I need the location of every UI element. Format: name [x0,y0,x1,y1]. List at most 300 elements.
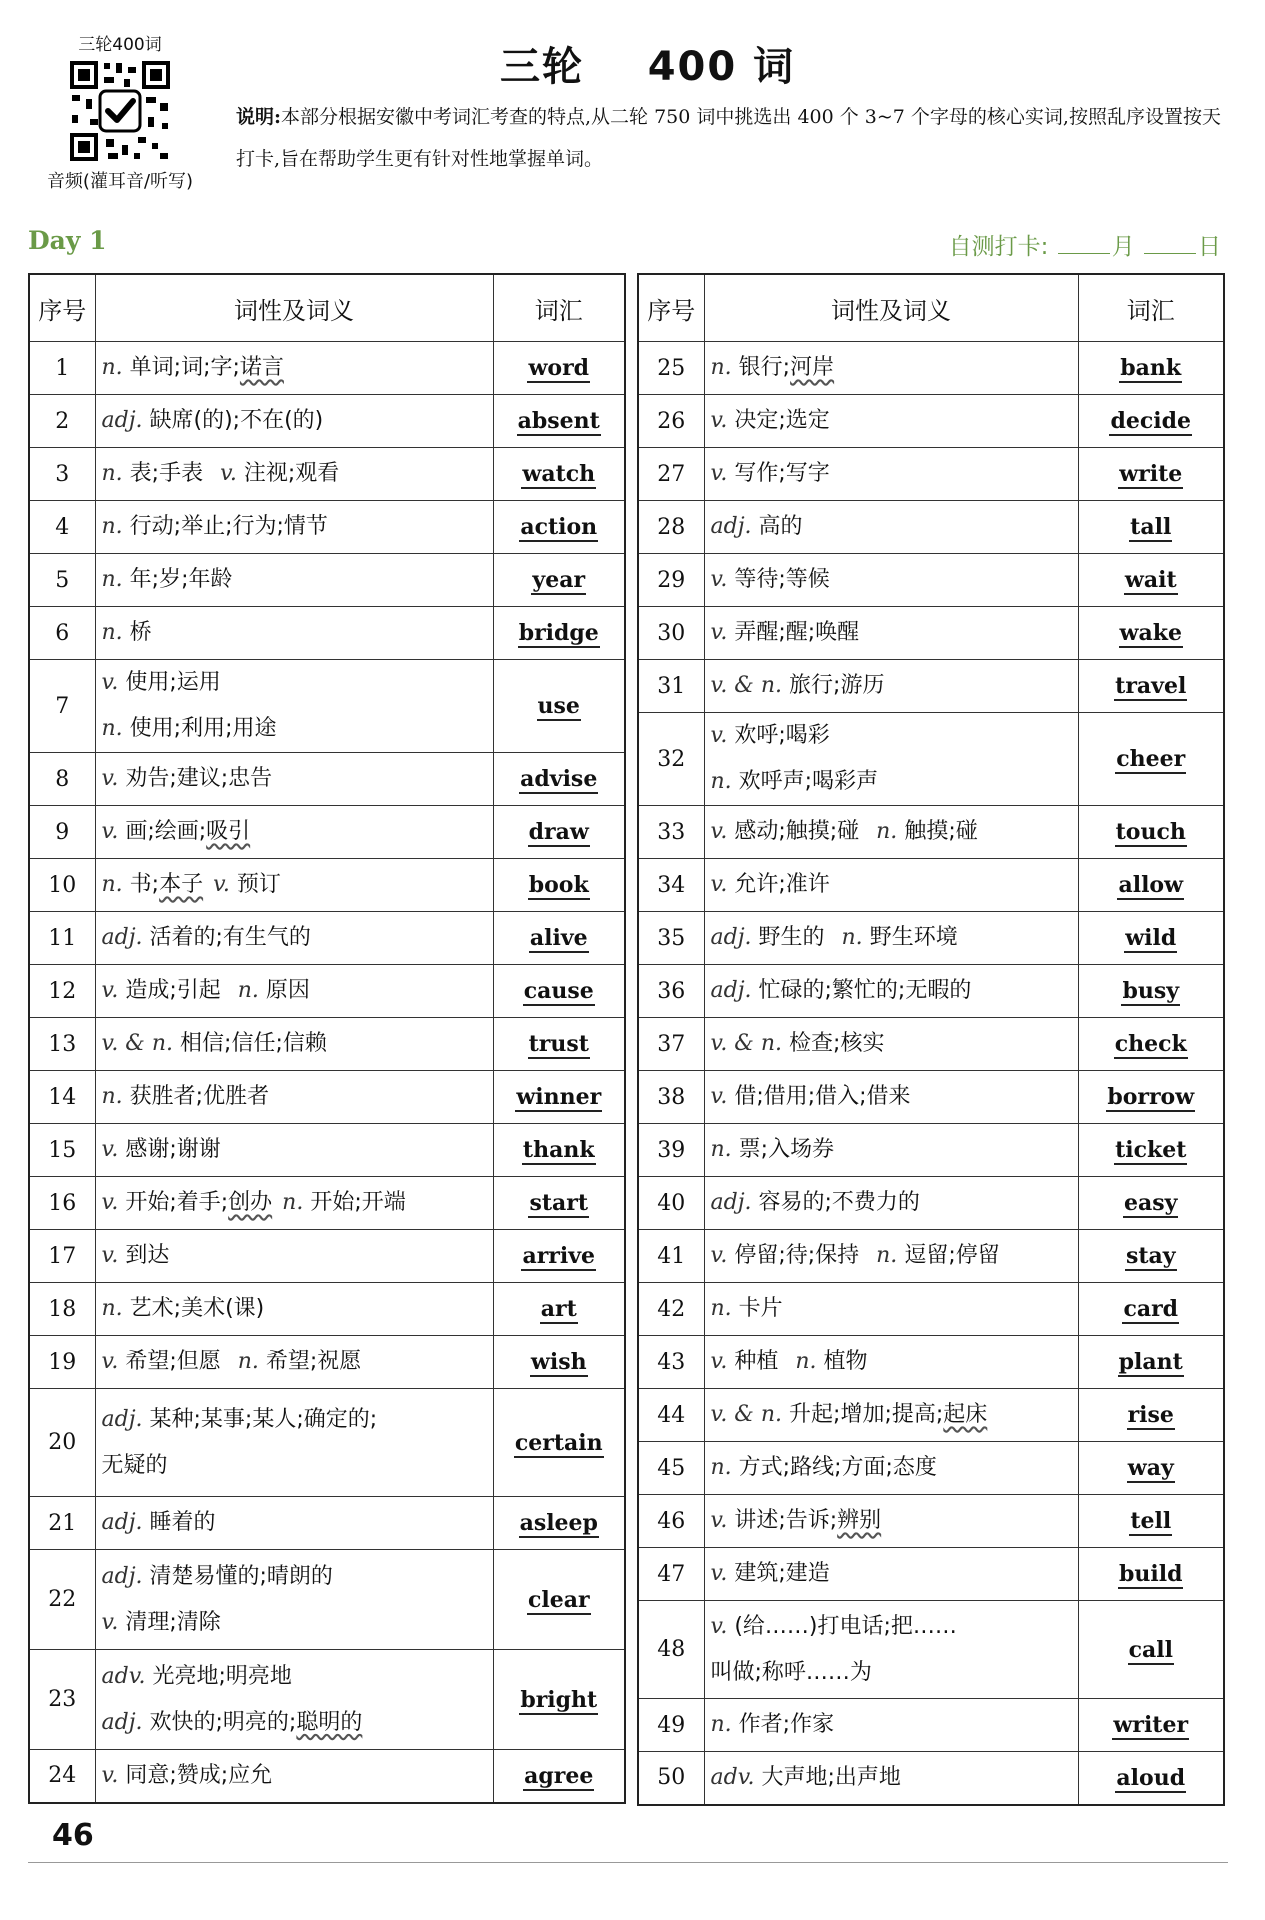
column-header-word: 词汇 [493,274,625,342]
row-meaning [95,501,493,554]
meaning-line [102,461,211,486]
table-row [29,965,625,1018]
row-meaning [95,965,493,1018]
meaning-line [102,660,487,706]
row-word [493,554,625,607]
table-row [29,1124,625,1177]
row-word [493,1750,625,1803]
table-row [29,1177,625,1230]
meaning-text: 野生的 [758,925,832,950]
part-of-speech: v. [710,872,728,897]
vocab-word: touch [1115,819,1186,845]
row-word [493,806,625,859]
row-word [493,859,625,912]
table-row [638,859,1224,912]
row-word [1078,501,1224,554]
row-number: 38 [638,1071,704,1124]
row-meaning [704,1548,1078,1601]
meaning-text: 表;手表 [129,461,211,486]
row-meaning [95,806,493,859]
part-of-speech: n. [876,1243,898,1268]
meaning-text: 单词;词;字; [129,355,240,380]
part-of-speech: v. & n. [710,1031,783,1056]
highlighted-meaning: 辨别 [837,1508,882,1533]
meaning-text: 某种;某事;某人;确定的; [149,1406,378,1432]
month-blank[interactable] [1058,235,1110,254]
vocab-word: decide [1110,408,1191,434]
row-number: 19 [29,1336,95,1389]
row-meaning [95,1336,493,1389]
part-of-speech: n. [101,461,123,486]
row-meaning [95,1750,493,1803]
row-number: 39 [638,1124,704,1177]
table-row [638,1124,1224,1177]
meaning-text: 使用;利用;用途 [129,716,277,741]
row-word [1078,1495,1224,1548]
vocab-word: build [1119,1561,1183,1587]
meaning-line [102,610,487,656]
vocab-word: writer [1113,1712,1189,1738]
part-of-speech: adj. [710,978,752,1003]
part-of-speech: adj. [101,1406,143,1432]
row-meaning [704,1699,1078,1752]
part-of-speech: n. [841,925,863,950]
vocab-word: tall [1130,514,1172,540]
part-of-speech: v. [101,1762,119,1788]
meaning-line [876,819,978,844]
table-row [638,342,1224,395]
vocab-word: cheer [1116,746,1186,772]
column-header-num: 序号 [638,274,704,342]
meaning-text: 等待;等候 [734,567,830,592]
row-number: 47 [638,1548,704,1601]
vocab-word: busy [1122,978,1180,1004]
part-of-speech: v. [220,461,237,486]
meaning-line [102,1349,228,1374]
checkin-label: 自测打卡: [948,234,1049,260]
table-row [29,753,625,806]
part-of-speech: v. [710,620,728,645]
highlighted-meaning: 河岸 [790,355,835,380]
row-number: 6 [29,607,95,660]
intro-label: 说明: [236,106,282,128]
row-number: 14 [29,1071,95,1124]
column-header-meaning: 词性及词义 [95,274,493,342]
table-row [638,1752,1224,1805]
row-meaning [95,912,493,965]
vocab-word: year [532,567,586,593]
meaning-text: 年;岁;年龄 [129,567,233,592]
highlighted-meaning: 起床 [943,1402,988,1427]
row-meaning [95,554,493,607]
meaning-line [102,1233,487,1279]
row-meaning [704,1495,1078,1548]
row-word [1078,965,1224,1018]
meaning-text: 桥 [129,620,152,645]
row-number: 1 [29,342,95,395]
meaning-line [711,819,867,844]
row-meaning [704,1752,1078,1805]
meaning-text: 植物 [823,1349,868,1374]
meaning-line [102,1127,487,1173]
row-number: 8 [29,753,95,806]
meaning-text: 睡着的 [149,1510,216,1535]
part-of-speech: adj. [101,1563,143,1589]
meaning-line [102,1654,487,1700]
meaning-text: 注视;观看 [243,461,340,486]
meaning-line [711,504,1072,550]
day-blank[interactable] [1144,235,1196,254]
vocab-word: thank [522,1137,595,1163]
row-meaning [704,1071,1078,1124]
meaning-line [711,1551,1072,1597]
vocab-word: book [528,872,589,898]
table-row [638,1177,1224,1230]
part-of-speech: n. [710,1296,732,1321]
part-of-speech: v. [101,670,119,695]
meaning-line [711,345,1072,391]
row-meaning [95,1177,493,1230]
meaning-line [102,1753,487,1799]
row-number: 20 [29,1389,95,1497]
meaning-text: 造成;引起 [125,978,228,1003]
row-meaning [704,965,1078,1018]
table-header-row [29,274,625,342]
table-row [29,1389,625,1497]
meaning-line [282,1190,406,1215]
table-row [638,1442,1224,1495]
row-meaning [95,1283,493,1336]
vocab-word: alive [529,925,588,951]
meaning-text: 希望;祝愿 [265,1349,362,1374]
checkin-line [949,228,1221,261]
meaning-line [711,663,1072,709]
meaning-line [711,1702,1072,1748]
qr-code-icon[interactable] [68,59,172,163]
meaning-line [102,756,487,802]
day-unit-label: 日 [1198,234,1221,260]
part-of-speech: v. [710,408,728,433]
row-meaning [95,859,493,912]
row-meaning [704,1389,1078,1442]
part-of-speech: n. [101,1084,123,1109]
table-row [29,859,625,912]
meaning-line [711,398,1072,444]
page-number: 46 [52,1818,94,1853]
row-word [1078,1548,1224,1601]
meaning-text: 开始;开端 [310,1190,406,1215]
meaning-text: 到达 [125,1243,170,1268]
table-row [29,1750,625,1803]
part-of-speech: n. [101,514,123,539]
meaning-text: 欢呼声;喝彩声 [738,769,879,794]
row-meaning [95,448,493,501]
table-row [29,342,625,395]
table-body-left [29,342,625,1803]
meaning-text: 叫做;称呼……为 [710,1659,872,1685]
table-row [638,1230,1224,1283]
meaning-line [102,1021,487,1067]
part-of-speech: v. [710,567,728,592]
row-word [1078,1752,1224,1805]
meaning-text: 同意;赞成;应允 [125,1762,273,1788]
part-of-speech: n. [282,1190,304,1215]
row-number: 18 [29,1283,95,1336]
part-of-speech: v. [101,766,119,791]
row-meaning [704,859,1078,912]
row-number: 37 [638,1018,704,1071]
meaning-text: 写作;写字 [734,461,830,486]
row-number: 3 [29,448,95,501]
row-meaning [95,1550,493,1650]
vocab-word: certain [514,1429,603,1456]
table-row [29,912,625,965]
table-row [29,1071,625,1124]
part-of-speech: adj. [101,1709,143,1735]
part-of-speech: n. [876,819,898,844]
vocab-word: winner [516,1084,602,1110]
row-word [1078,1442,1224,1495]
meaning-line [213,872,281,897]
vocab-word: bank [1120,355,1182,381]
meaning-text: 建筑;建造 [734,1561,830,1586]
table-row [638,1071,1224,1124]
row-word [1078,607,1224,660]
part-of-speech: v. [101,978,119,1003]
row-number: 23 [29,1650,95,1750]
table-row [29,607,625,660]
meaning-line [876,1243,1000,1268]
part-of-speech: v. & n. [101,1031,174,1056]
table-row [29,1336,625,1389]
part-of-speech: v. [101,1243,119,1268]
meaning-line [102,1190,273,1215]
meaning-line [102,345,487,391]
part-of-speech: n. [237,978,259,1003]
part-of-speech: v. [710,1243,728,1268]
meaning-text: 野生环境 [869,925,958,950]
meaning-text: 检查;核实 [789,1031,885,1056]
row-word [493,1389,625,1497]
table-row [29,501,625,554]
meaning-line [102,915,487,961]
highlighted-meaning: 聪明的 [296,1709,363,1735]
row-number: 43 [638,1336,704,1389]
meaning-text: 逗留;停留 [904,1243,1000,1268]
meaning-text: 欢呼;喝彩 [734,723,830,748]
table-row [638,660,1224,713]
meaning-text: (给……)打电话;把…… [734,1613,957,1639]
meaning-line [711,1445,1072,1491]
row-word [1078,342,1224,395]
part-of-speech: v. [710,1349,728,1374]
vocab-word: cause [523,978,594,1004]
vocab-word: aloud [1116,1764,1186,1791]
row-meaning [704,1124,1078,1177]
row-number: 45 [638,1442,704,1495]
part-of-speech: adj. [101,408,143,433]
row-word [493,1497,625,1550]
meaning-text: 借;借用;借入;借来 [734,1084,911,1109]
meaning-text: 允许;准许 [734,872,830,897]
row-word [493,965,625,1018]
row-number: 22 [29,1550,95,1650]
row-word [493,1018,625,1071]
row-word [1078,554,1224,607]
table-body-right [638,342,1224,1805]
row-number: 41 [638,1230,704,1283]
row-number: 24 [29,1750,95,1803]
meaning-text: 种植 [734,1349,786,1374]
row-word [1078,1071,1224,1124]
row-number: 2 [29,395,95,448]
part-of-speech: v. [710,1561,728,1586]
intro-text-block [236,96,1226,180]
row-number: 49 [638,1699,704,1752]
meaning-line [711,610,1072,656]
vocab-word: bright [520,1686,598,1713]
row-word [493,1283,625,1336]
meaning-line [711,1180,1072,1226]
row-word [1078,1699,1224,1752]
row-meaning [704,448,1078,501]
row-meaning [704,713,1078,806]
vocab-word: wild [1125,925,1177,951]
meaning-line [102,1500,487,1546]
table-row [29,660,625,753]
part-of-speech: n. [710,1137,732,1162]
table-row [29,395,625,448]
row-word [493,448,625,501]
table-row [638,912,1224,965]
part-of-speech: n. [101,1296,123,1321]
row-meaning [95,1230,493,1283]
row-word [1078,448,1224,501]
meaning-line [711,1498,1072,1544]
meaning-line [238,1349,362,1374]
meaning-line [711,1127,1072,1173]
table-row [638,501,1224,554]
part-of-speech: adj. [710,1190,752,1215]
row-word [1078,1230,1224,1283]
qr-caption: 音频(灌耳音/听写) [46,171,194,192]
meaning-text: 大声地;出声地 [761,1764,901,1790]
row-meaning [95,1071,493,1124]
meaning-text: 清理;清除 [125,1609,221,1635]
table-row [638,395,1224,448]
meaning-text: 弄醒;醒;唤醒 [734,620,860,645]
row-meaning [704,554,1078,607]
meaning-text: 旅行;游历 [789,673,885,698]
row-word [1078,713,1224,806]
meaning-text: 容易的;不费力的 [758,1190,920,1215]
row-number: 29 [638,554,704,607]
row-word [1078,859,1224,912]
row-word [493,1124,625,1177]
day-label: Day 1 [28,226,107,255]
meaning-line [711,925,832,950]
part-of-speech: adj. [101,925,143,950]
table-row [638,1548,1224,1601]
meaning-text: 讲述;告诉; [734,1508,838,1533]
row-word [1078,395,1224,448]
table-row [638,1389,1224,1442]
row-meaning [704,1177,1078,1230]
footer-divider [28,1862,1228,1863]
vocab-word: watch [522,461,596,487]
meaning-text: 希望;但愿 [125,1349,228,1374]
row-word [493,607,625,660]
meaning-text: 银行; [738,355,791,380]
meaning-line [711,1021,1072,1067]
row-meaning [704,1230,1078,1283]
row-word [493,753,625,806]
row-meaning [95,342,493,395]
column-header-meaning: 词性及词义 [704,274,1078,342]
row-meaning [704,1336,1078,1389]
row-meaning [704,607,1078,660]
meaning-text: 清楚易懂的;晴朗的 [149,1563,333,1589]
row-meaning [704,1283,1078,1336]
row-number: 40 [638,1177,704,1230]
row-meaning [704,342,1078,395]
part-of-speech: v. [710,723,728,748]
vocab-word: wish [530,1349,587,1375]
row-number: 21 [29,1497,95,1550]
row-number: 30 [638,607,704,660]
meaning-text: 画;绘画; [125,819,207,844]
meaning-line [711,1755,1072,1801]
meaning-text: 方式;路线;方面;态度 [738,1455,937,1480]
table-row [29,1650,625,1750]
part-of-speech: adv. [101,1663,146,1689]
row-word [1078,1283,1224,1336]
meaning-text: 感谢;谢谢 [125,1137,221,1162]
row-meaning [95,395,493,448]
table-row [29,1230,625,1283]
part-of-speech: v. [101,1609,119,1635]
row-number: 5 [29,554,95,607]
vocab-word: borrow [1107,1084,1195,1110]
meaning-text: 忙碌的;繁忙的;无暇的 [758,978,972,1003]
meaning-line [102,398,487,444]
row-word [493,1336,625,1389]
row-meaning [95,1650,493,1750]
row-word [493,660,625,753]
table-row [638,1495,1224,1548]
meaning-text: 艺术;美术(课) [129,1296,265,1321]
row-meaning [95,607,493,660]
row-word [493,342,625,395]
meaning-text: 获胜者;优胜者 [129,1084,270,1109]
meaning-line [102,978,228,1003]
meaning-line [711,1074,1072,1120]
row-meaning [704,501,1078,554]
highlighted-meaning: 诺言 [239,355,284,380]
meaning-text: 感动;触摸;碰 [734,819,867,844]
vocab-word: check [1114,1031,1187,1057]
row-number: 11 [29,912,95,965]
meaning-text: 劝告;建议;忠告 [125,766,273,791]
meaning-text: 相信;信任;信赖 [180,1031,327,1056]
vocab-word: rise [1127,1402,1174,1428]
row-word [493,1177,625,1230]
row-number: 32 [638,713,704,806]
table-row [638,965,1224,1018]
part-of-speech: v. & n. [710,1402,783,1427]
vocab-word: wake [1119,620,1182,646]
row-number: 36 [638,965,704,1018]
